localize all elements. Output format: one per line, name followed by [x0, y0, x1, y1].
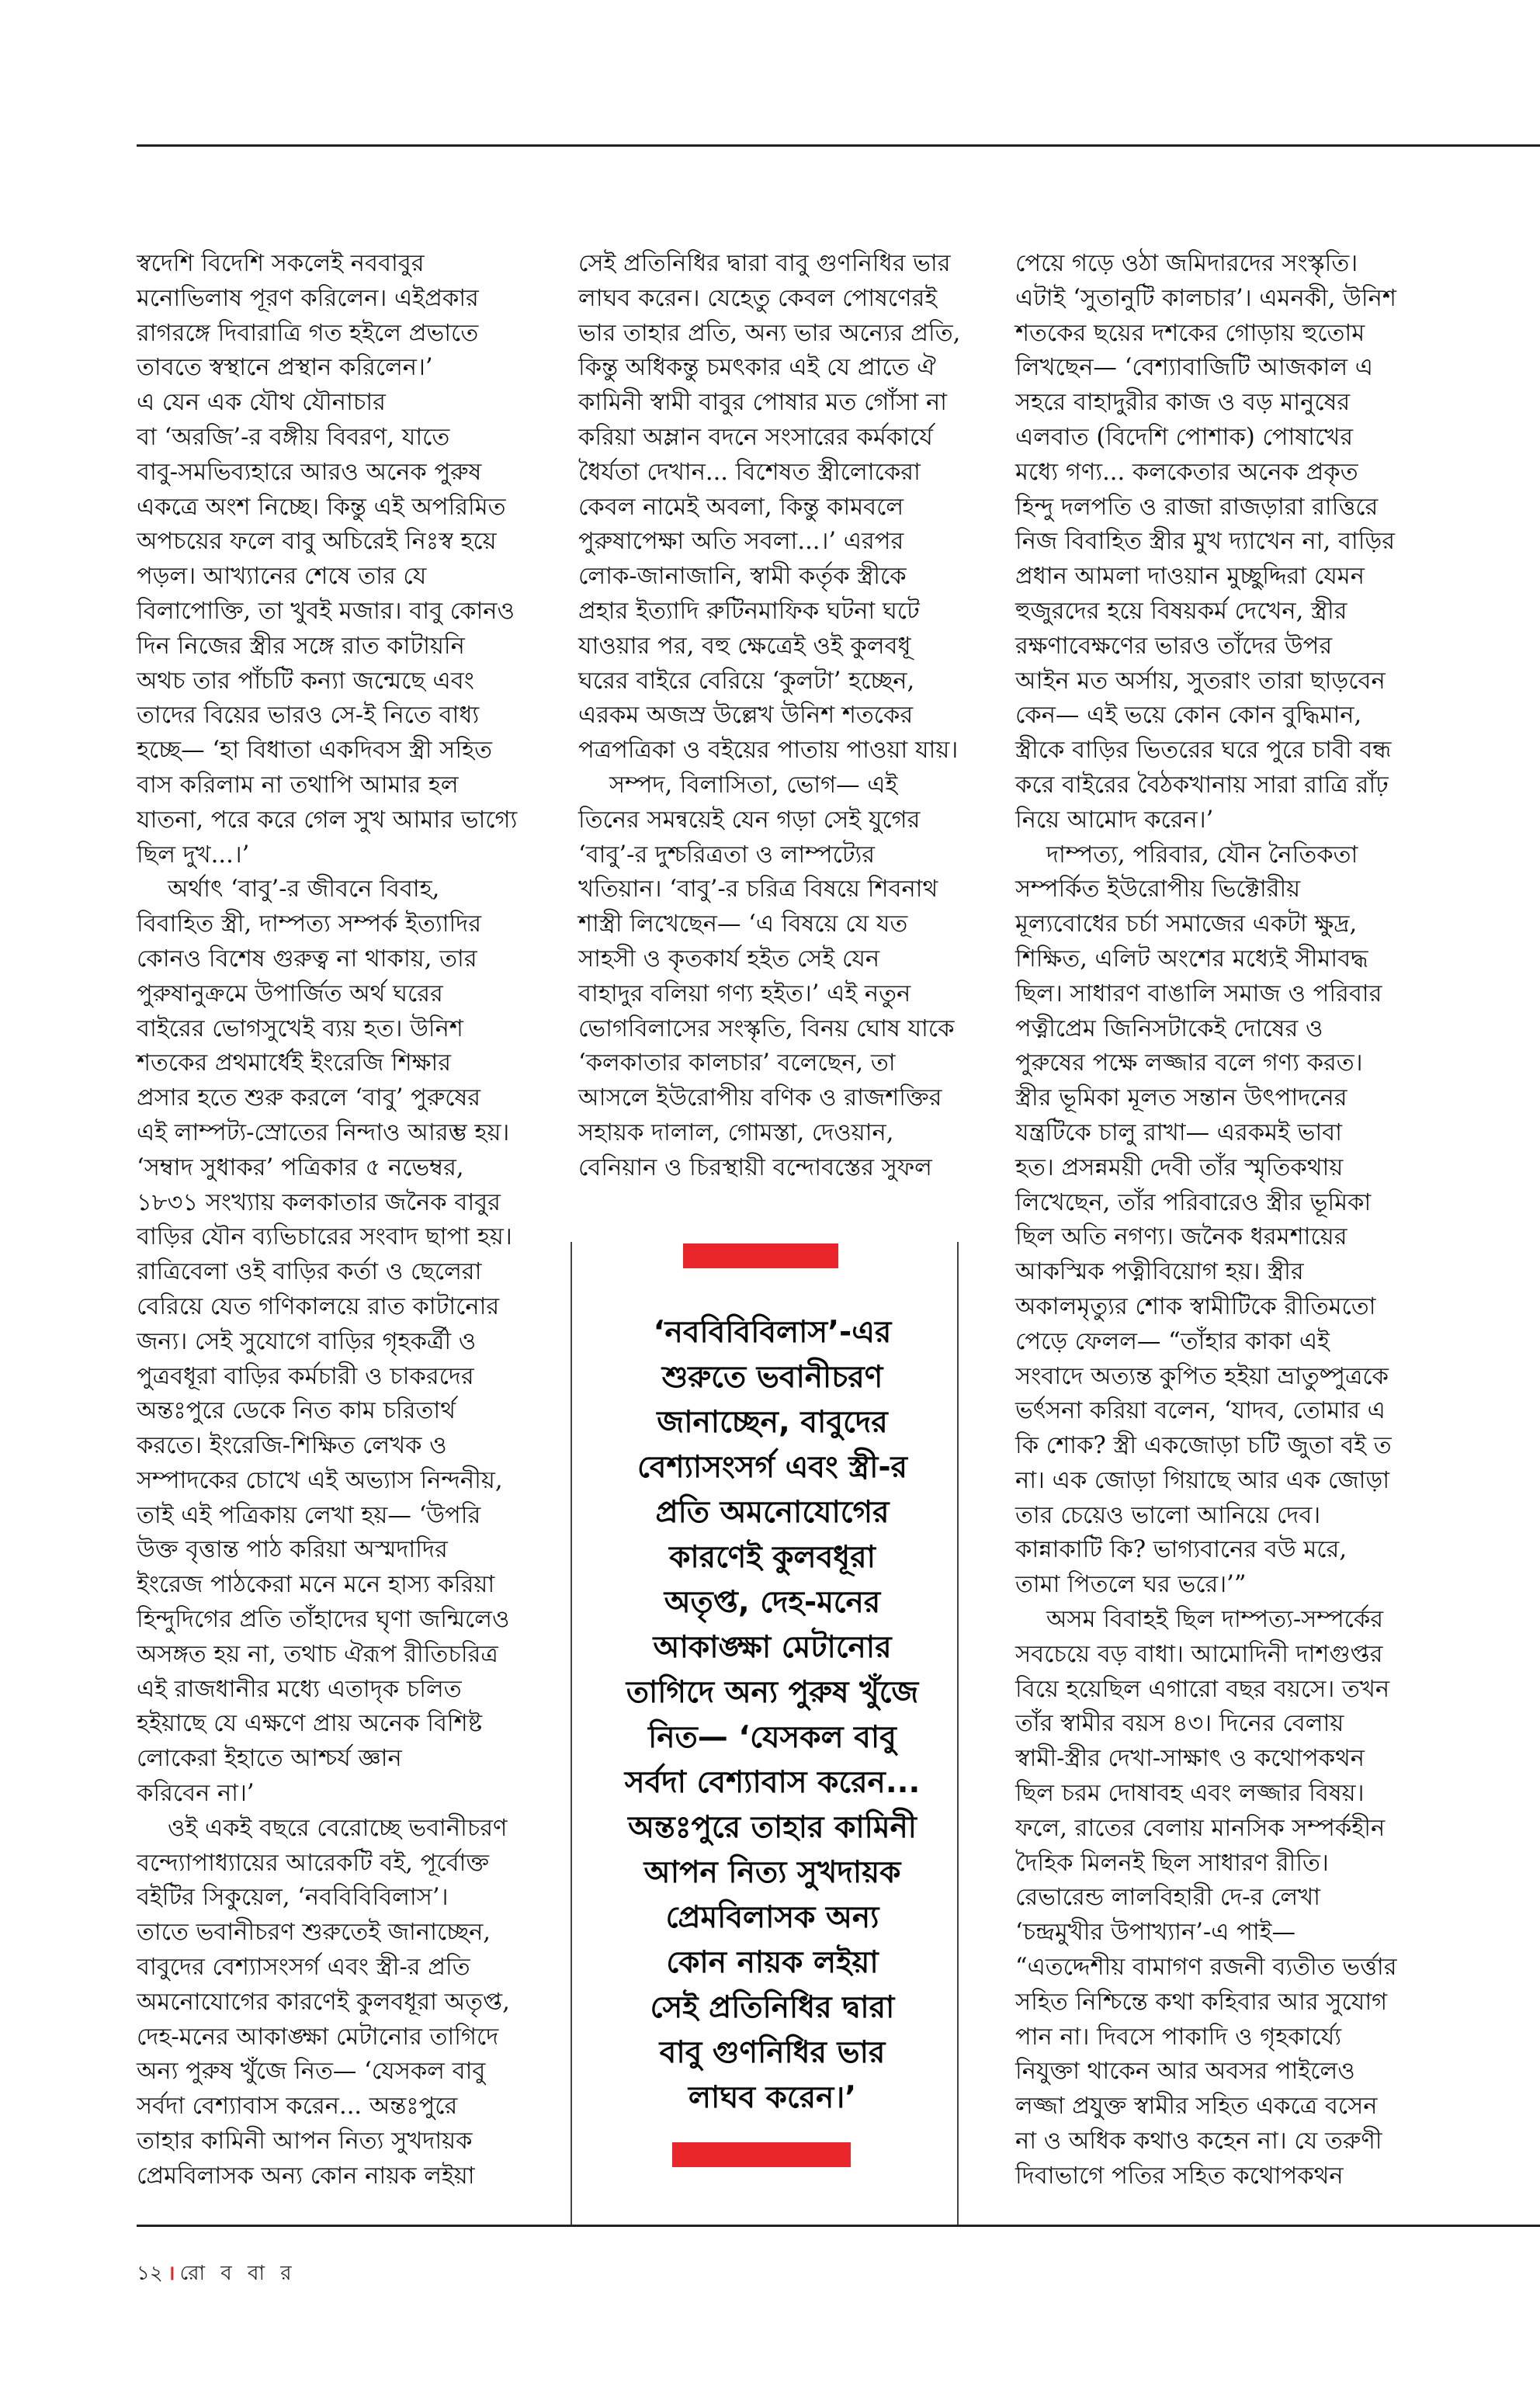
- article-column-2: [578, 247, 982, 1186]
- magazine-name: রো ব বা র: [179, 2262, 297, 2285]
- column-divider-left: [571, 1242, 572, 2225]
- article-paragraph: স্বদেশি বিদেশি সকলেই নববাবুর মনোভিলাষ পূরণ করিলেন। এইপ্রকার রাগরঙ্গে দিবারাত্রি গত হইলে প্রভাতে তাবতে স্বস্থানে প্রস্থান করিলেন।’ এ যেন এক যৌথ যৌনাচার বা ‘অরজি’-র বঙ্গীয় বিবরণ, যাতে বাবু-সমভিব্যহারে আরও অনেক পুরুষ একত্রে অংশ নিচ্ছে। কিন্তু এই অপরিমিত অপচয়ের ফলে বাবু অচিরেই নিঃস্ব হয়ে পড়ল। আখ্যানের শেষে তার যে বিলাপোক্তি, তা খুবই মজার। বাবু কোনও দিন নিজের স্ত্রীর সঙ্গে রাত কাটায়নি অথচ তার পাঁচটি কন্যা জন্মেছে এবং তাদের বিয়ের ভারও সে-ই নিতে বাধ্য হচ্ছে— ‘হা বিধাতা একদিবস স্ত্রী সহিত বাস করিলাম না তথাপি আমার হল যাতনা, পরে করে গেল সুখ আমার ভাগ্যে ছিল দুখ...।’: [137, 250, 518, 869]
- top-rule: [137, 144, 1540, 147]
- article-column-3: [1015, 247, 1434, 2194]
- pull-quote-top-bar: [683, 1243, 838, 1268]
- page-number: ১২: [137, 2262, 163, 2285]
- article-paragraph: পেয়ে গড়ে ওঠা জমিদারদের সংস্কৃতি। এটাই ‘সুতানুটি কালচার’। এমনকী, উনিশ শতকের ছয়ের দশকের গোড়ায় হুতোম লিখছেন— ‘বেশ্যাবাজিটি আজকাল এ সহরে বাহাদুরীর কাজ ও বড় মানুষের এলবাত (বিদেশি পোশাক) পোষাখের মধ্যে গণ্য... কলকেতার অনেক প্রকৃত হিন্দু দলপতি ও রাজা রাজড়ারা রাত্তিরে নিজ বিবাহিত স্ত্রীর মুখ দ্যাখেন না, বাড়ির প্রধান আমলা দাওয়ান মুচ্ছুদ্দিরা যেমন হুজুরদের হয়ে বিষয়কর্ম দেখেন, স্ত্রীর রক্ষণাবেক্ষণের ভারও তাঁদের উপর আইন মত অর্সায়, সুতরাং তারা ছাড়বেন কেন— এই ভয়ে কোন কোন বুদ্ধিমান, স্ত্রীকে বাড়ির ভিতরের ঘরে পুরে চাবী বন্ধ করে বাইরের বৈঠকখানায় সারা রাত্রি রাঁঢ় নিয়ে আমোদ করেন।’: [1015, 250, 1396, 834]
- bottom-rule: [137, 2225, 1540, 2227]
- article-paragraph: ওই একই বছরে বেরোচ্ছে ভবানীচরণ বন্দ্যোপাধ্যায়ের আরেকটি বই, পূর্বোক্ত বইটির সিকুয়েল, ‘নববিবিবিলাস’। তাতে ভবানীচরণ শুরুতেই জানাচ্ছেন, বাবুদের বেশ্যাসংসর্গ এবং স্ত্রী-র প্রতি অমনোযোগের কারণেই কুলবধূরা অতৃপ্ত, দেহ-মনের আকাঙ্ক্ষা মেটানোর তাগিদে অন্য পুরুষ খুঁজে নিত— ‘যেসকল বাবু সর্বদা বেশ্যাবাস করেন... অন্তঃপুরে তাহার কামিনী আপন নিত্য সুখদায়ক প্রেমবিলাসক অন্য কোন নায়ক লইয়া: [137, 1814, 510, 2190]
- article-paragraph: সম্পদ, বিলাসিতা, ভোগ— এই তিনের সমন্বয়েই যেন গড়া সেই যুগের ‘বাবু’-র দুশ্চরিত্রতা ও লাম্পট্যের খতিয়ান। ‘বাবু’-র চরিত্র বিষয়ে শিবনাথ শাস্ত্রী লিখেছেন— ‘এ বিষয়ে যে যত সাহসী ও কৃতকার্য হইত সেই যেন বাহাদুর বলিয়া গণ্য হইত।’ এই নতুন ভোগবিলাসের সংস্কৃতি, বিনয় ঘোষ যাকে ‘কলকাতার কালচার’ বলেছেন, তা আসলে ইউরোপীয় বণিক ও রাজশক্তির সহায়ক দালাল, গোমস্তা, দেওয়ান, বেনিয়ান ও চিরস্থায়ী বন্দোবস্তের সুফল: [578, 771, 955, 1181]
- article-paragraph: সেই প্রতিনিধির দ্বারা বাবু গুণনিধির ভার লাঘব করেন। যেহেতু কেবল পোষণেরই ভার তাহার প্রতি, অন্য ভার অন্যের প্রতি, কিন্তু অধিকন্তু চমৎকার এই যে প্রাতে ঐ কামিনী স্বামী বাবুর পোষার মত গোঁসা না করিয়া অম্লান বদনে সংসারের কর্মকার্যে ধৈর্যতা দেখান... বিশেষত স্ত্রীলোকেরা কেবল নামেই অবলা, কিন্তু কামবলে পুরুষাপেক্ষা অতি সবলা...।’ এরপর লোক-জানাজানি, স্বামী কর্তৃক স্ত্রীকে প্রহার ইত্যাদি রুটিনমাফিক ঘটনা ঘটে যাওয়ার পর, বহু ক্ষেত্রেই ওই কুলবধূ ঘরের বাইরে বেরিয়ে ‘কুলটা’ হচ্ছেন, এরকম অজস্র উল্লেখ উনিশ শতকের পত্রপত্রিকা ও বইয়ের পাতায় পাওয়া যায়।: [578, 250, 961, 765]
- page-footer: [137, 2257, 297, 2291]
- article-paragraph: দাম্পত্য, পরিবার, যৌন নৈতিকতা সম্পর্কিত ইউরোপীয় ভিক্টোরীয় মূল্যবোধের চর্চা সমাজের একটা ক্ষুদ্র, শিক্ষিত, এলিট অংশের মধ্যেই সীমাবদ্ধ ছিল। সাধারণ বাঙালি সমাজ ও পরিবার পত্নীপ্রেম জিনিসটাকেই দোষের ও পুরুষের পক্ষে লজ্জার বলে গণ্য করত। স্ত্রীর ভূমিকা মূলত সন্তান উৎপাদনের যন্ত্রটিকে চালু রাখা— এরকমই ভাবা হত। প্রসন্নময়ী দেবী তাঁর স্মৃতিকথায় লিখেছেন, তাঁর পরিবারেও স্ত্রীর ভূমিকা ছিল অতি নগণ্য। জনৈক ধরমশায়ের আকস্মিক পত্নীবিয়োগ হয়। স্ত্রীর অকালমৃত্যুর শোক স্বামীটিকে রীতিমতো পেড়ে ফেলল— “তাঁহার কাকা এই সংবাদে অত্যন্ত কুপিত হইয়া ভ্রাতুষ্পুত্রকে ভর্ৎসনা করিয়া বলেন, ‘যাদব, তোমার এ কি শোক? স্ত্রী একজোড়া চটি জুতা বই ত না। এক জোড়া গিয়াছে আর এক জোড়া তার চেয়েও ভালো আনিয়ে দেব। কান্নাকাটি কি? ভাগ্যবানের বউ মরে, তামা পিতলে ঘর ভরে।’”: [1015, 841, 1392, 1599]
- article-column-1: [137, 247, 540, 2194]
- pull-quote: ‘নববিবিবিলাস’-এর শুরুতে ভবানীচরণ জানাচ্ছেন, বাবুদের বেশ্যাসংসর্গ এবং স্ত্রী-র প্রতি অমনোযোগের কারণেই কুলবধূরা অতৃপ্ত, দেহ-মনের আকাঙ্ক্ষা মেটানোর তাগিদে অন্য পুরুষ খুঁজে নিত— ‘যেসকল বাবু সর্বদা বেশ্যাবাস করেন... অন্তঃপুরে তাহার কামিনী আপন নিত্য সুখদায়ক প্রেমবিলাসক অন্য কোন নায়ক লইয়া সেই প্রতিনিধির দ্বারা বাবু গুণনিধির ভার লাঘব করেন।’: [624, 1315, 921, 2115]
- article-paragraph: অর্থাৎ ‘বাবু’-র জীবনে বিবাহ, বিবাহিত স্ত্রী, দাম্পত্য সম্পর্ক ইত্যাদির কোনও বিশেষ গুরুত্ব না থাকায়, তার পুরুষানুক্রমে উপার্জিত অর্থ ঘরের বাইরের ভোগসুখেই ব্যয় হত। উনিশ শতকের প্রথমার্ধেই ইংরেজি শিক্ষার প্রসার হতে শুরু করলে ‘বাবু’ পুরুষের এই লাম্পট্য-স্রোতের নিন্দাও আরম্ভ হয়। ‘সম্বাদ সুধাকর’ পত্রিকার ৫ নভেম্বর, ১৮৩১ সংখ্যায় কলকাতার জনৈক বাবুর বাড়ির যৌন ব্যভিচারের সংবাদ ছাপা হয়। রাত্রিবেলা ওই বাড়ির কর্তা ও ছেলেরা বেরিয়ে যেত গণিকালয়ে রাত কাটানোর জন্য। সেই সুযোগে বাড়ির গৃহকর্ত্রী ও পুত্রবধূরা বাড়ির কর্মচারী ও চাকরদের অন্তঃপুরে ডেকে নিত কাম চরিতার্থ করতে। ইংরেজি-শিক্ষিত লেখক ও সম্পাদকের চোখে এই অভ্যাস নিন্দনীয়, তাই এই পত্রিকায় লেখা হয়— ‘উপরি উক্ত বৃত্তান্ত পাঠ করিয়া অস্মদাদির ইংরেজ পাঠকেরা মনে মনে হাস্য করিয়া হিন্দুদিগের প্রতি তাঁহাদের ঘৃণা জন্মিলেও অসঙ্গত হয় না, তথাচ ঐরূপ রীতিচরিত্র এই রাজধানীর মধ্যে এতাদৃক চলিত হইয়াছে যে এক্ষণে প্রায় অনেক বিশিষ্ট লোকেরা ইহাতে আশ্চর্য জ্ঞান করিবেন না।’: [137, 876, 512, 1808]
- footer-separator: ।: [167, 2262, 175, 2285]
- column-divider-right: [957, 1242, 959, 2225]
- pull-quote-bottom-bar: [672, 2142, 851, 2167]
- article-paragraph: অসম বিবাহই ছিল দাম্পত্য-সম্পর্কের সবচেয়ে বড় বাধা। আমোদিনী দাশগুপ্তর বিয়ে হয়েছিল এগারো বছর বয়সে। তখন তাঁর স্বামীর বয়স ৪৩। দিনের বেলায় স্বামী-স্ত্রীর দেখা-সাক্ষাৎ ও কথোপকথন ছিল চরম দোষাবহ এবং লজ্জার বিষয়। ফলে, রাতের বেলায় মানসিক সম্পর্কহীন দৈহিক মিলনই ছিল সাধারণ রীতি। রেভারেন্ড লালবিহারী দে-র লেখা ‘চন্দ্রমুখীর উপাখ্যান’-এ পাই— “এতদ্দেশীয় বামাগণ রজনী ব্যতীত ভর্ত্তার সহিত নিশ্চিন্তে কথা কহিবার আর সুযোগ পান না। দিবসে পাকাদি ও গৃহকার্য্যে নিযুক্তা থাকেন আর অবসর পাইলেও লজ্জা প্রযুক্ত স্বামীর সহিত একত্রে বসেন না ও অধিক কথাও কহেন না। যে তরুণী দিবাভাগে পতির সহিত কথোপকথন: [1015, 1606, 1397, 2190]
